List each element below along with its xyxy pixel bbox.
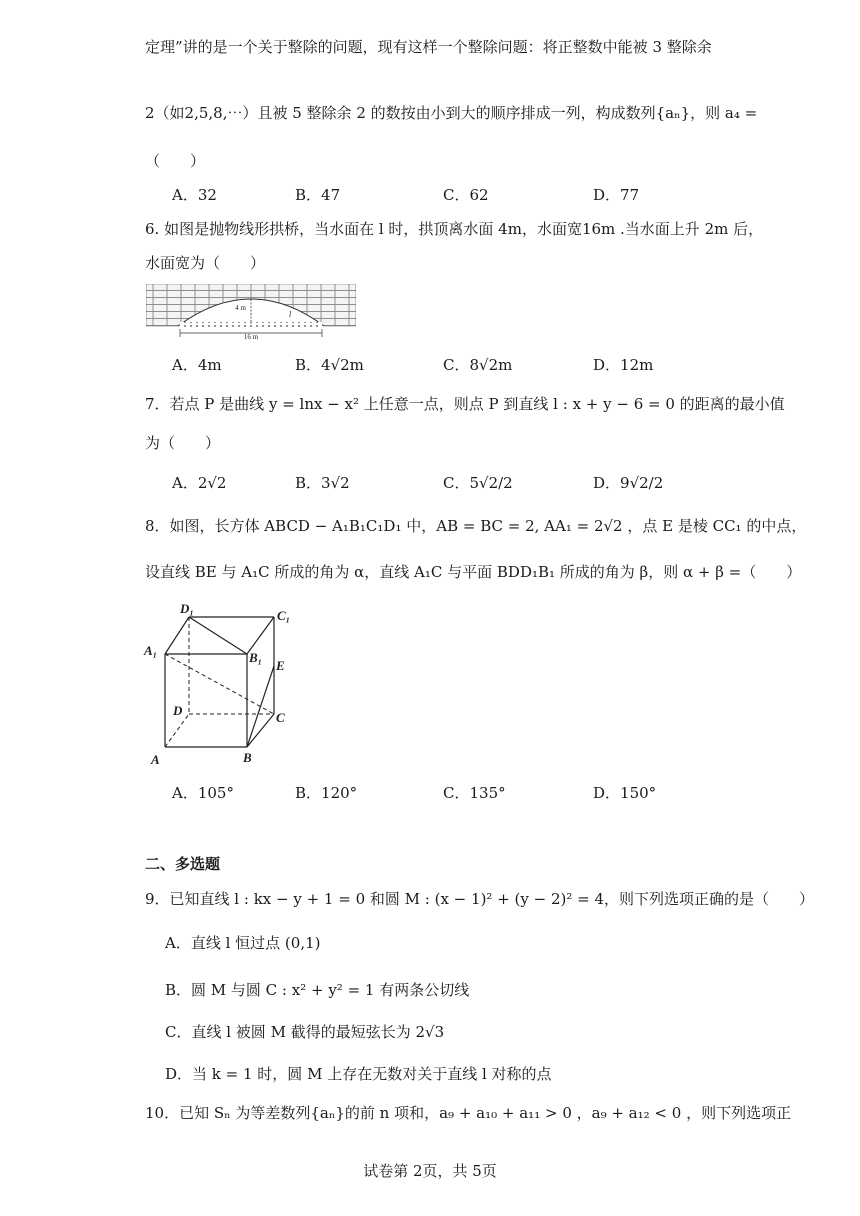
q6-option-c: C．8√2m: [443, 356, 513, 374]
q5-option-c: C．62: [443, 186, 489, 204]
q5-option-d: D．77: [593, 186, 640, 204]
q7-option-c: C．5√2/2: [443, 474, 513, 492]
q8-option-c: C．135°: [443, 784, 506, 802]
q5-option-a: A．32: [172, 186, 217, 204]
vertex-c: C: [276, 710, 285, 725]
page-footer: 试卷第 2页，共 5页: [363, 1162, 497, 1180]
q7-line1: 7．若点 P 是曲线 y = lnx − x² 上任意一点，则点 P 到直线 l : x + y − 6 = 0 的距离的最小值: [145, 395, 785, 413]
vertex-c1: C₁: [277, 608, 291, 623]
section-title: 二、多选题: [145, 855, 221, 873]
vertex-d1: D₁: [180, 601, 194, 616]
q5-line2: 2（如2,5,8,⋯）且被 5 整除余 2 的数按由小到大的顺序排成一列，构成数列{aₙ}，则 a₄ =: [145, 104, 758, 122]
q6-option-d: D．12m: [593, 356, 654, 374]
vertex-a1: A₁: [144, 643, 158, 658]
vertex-a: A: [151, 752, 160, 767]
arch-water-label: l: [289, 310, 292, 319]
q5-option-b: B．47: [295, 186, 341, 204]
q9-option-b: B．圆 M 与圆 C : x² + y² = 1 有两条公切线: [165, 981, 470, 999]
q5-line1: 定理”讲的是一个关于整除的问题，现有这样一个整除问题：将正整数中能被 3 整除余: [145, 38, 712, 56]
q8-line1: 8．如图，长方体 ABCD − A₁B₁C₁D₁ 中，AB = BC = 2, AA₁ = 2√2 ，点 E 是棱 CC₁ 的中点，: [145, 517, 807, 535]
q5-line3: （ ）: [145, 152, 206, 170]
q7-option-d: D．9√2/2: [593, 474, 664, 492]
q7-option-b: B．3√2: [295, 474, 350, 492]
q7-line2: 为（ ）: [145, 434, 221, 452]
q7-option-a: A．2√2: [172, 474, 227, 492]
q9-option-c: C．直线 l 被圆 M 截得的最短弦长为 2√3: [165, 1023, 445, 1041]
point-e: E: [276, 658, 285, 673]
arch-height-label: 4 m: [235, 304, 246, 312]
vertex-b: B: [243, 750, 252, 765]
q6-line2: 水面宽为（ ）: [145, 254, 266, 272]
q8-option-b: B．120°: [295, 784, 358, 802]
vertex-b1: B₁: [249, 650, 263, 665]
q9-option-a: A．直线 l 恒过点 (0,1): [165, 934, 321, 952]
q8-line2: 设直线 BE 与 A₁C 所成的角为 α，直线 A₁C 与平面 BDD₁B₁ 所成的角为 β，则 α + β =（ ）: [145, 563, 802, 581]
arch-width-label: 16 m: [243, 333, 259, 340]
q6-option-a: A．4m: [172, 356, 222, 374]
q6-line1: 6. 如图是抛物线形拱桥，当水面在 l 时，拱顶离水面 4m，水面宽16m .当水面上升 2m 后，: [145, 220, 764, 238]
q8-option-d: D．150°: [593, 784, 657, 802]
vertex-d: D: [173, 703, 183, 718]
arch-bridge-figure: [146, 284, 356, 340]
q8-option-a: A．105°: [172, 784, 234, 802]
q9-line1: 9．已知直线 l : kx − y + 1 = 0 和圆 M : (x − 1)² + (y − 2)² = 4，则下列选项正确的是（ ）: [145, 890, 815, 908]
q6-option-b: B．4√2m: [295, 356, 364, 374]
cuboid-figure: [142, 600, 302, 770]
q10-line1: 10．已知 Sₙ 为等差数列{aₙ}的前 n 项和，a₉ + a₁₀ + a₁₁ > 0 ，a₉ + a₁₂ < 0 ，则下列选项正: [145, 1104, 792, 1122]
q9-option-d: D．当 k = 1 时，圆 M 上存在无数对关于直线 l 对称的点: [165, 1065, 552, 1083]
